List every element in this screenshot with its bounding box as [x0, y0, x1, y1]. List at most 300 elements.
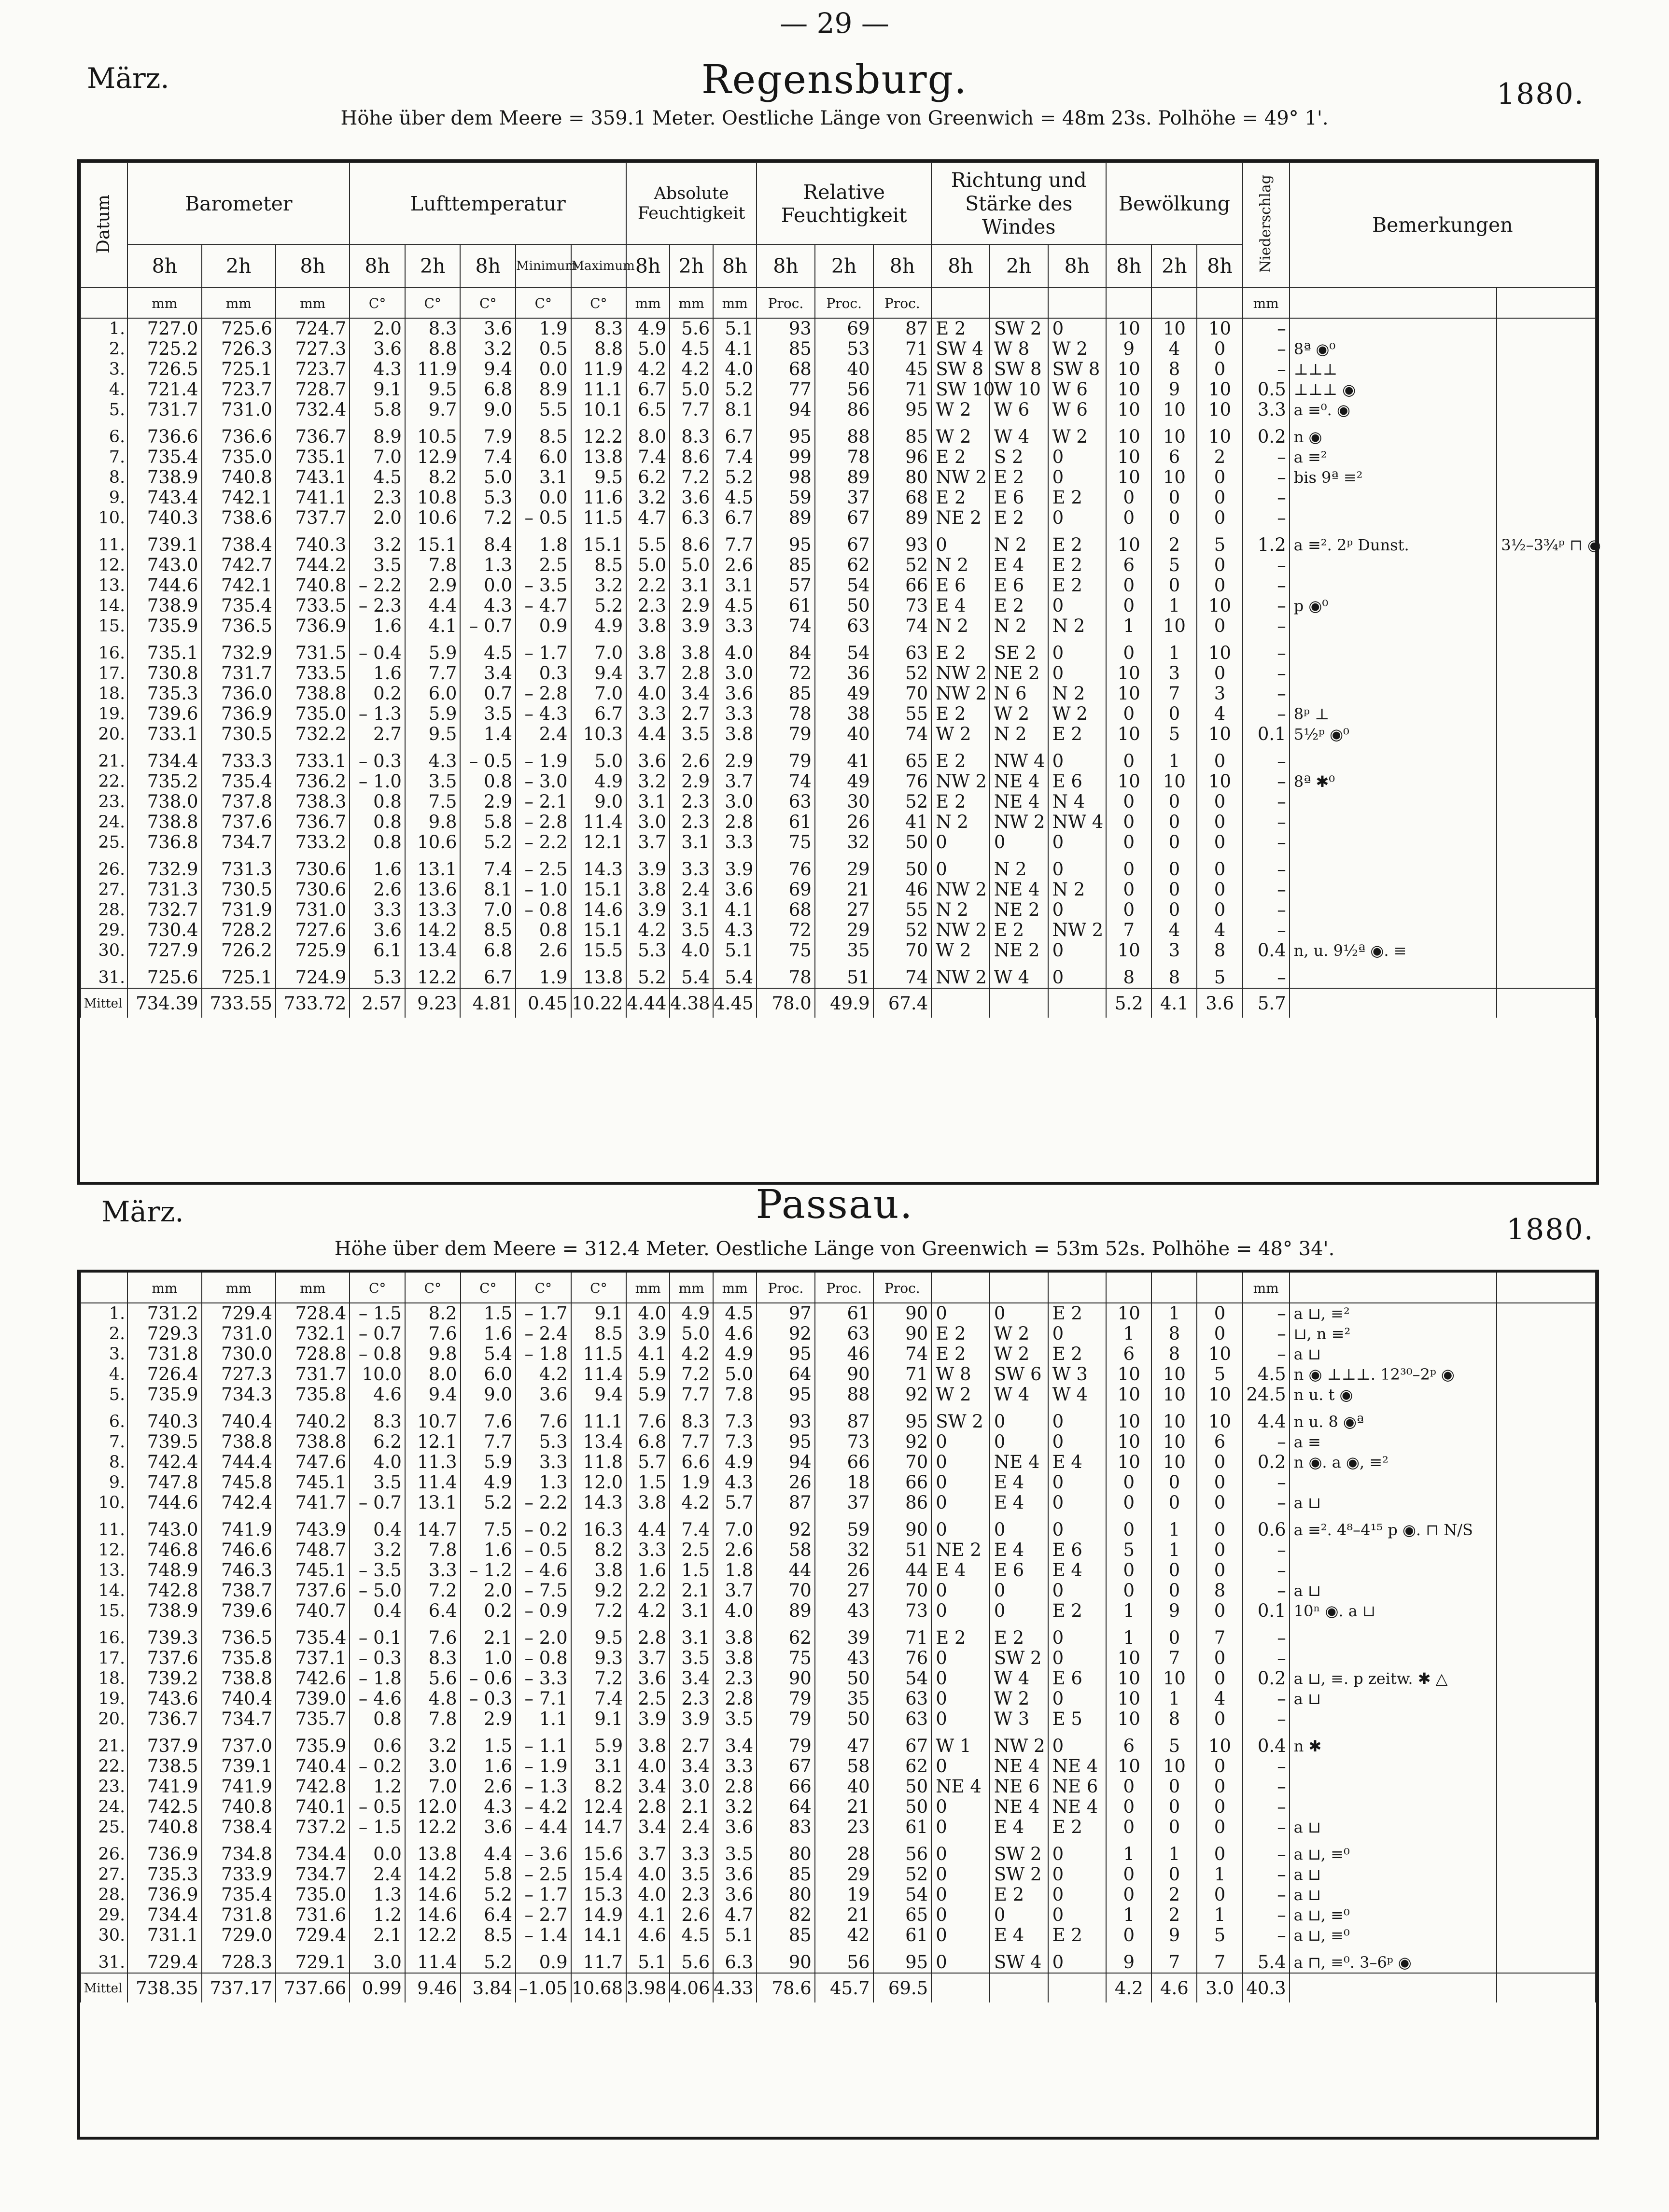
- table-cell: 9.: [81, 488, 127, 508]
- table-cell: NE 4: [990, 771, 1048, 792]
- table-cell: 3.1: [626, 792, 670, 812]
- table-cell: – 0.7: [350, 1493, 405, 1520]
- table-cell: 76: [873, 1648, 932, 1668]
- table-cell: 3.5: [670, 724, 713, 751]
- table-cell: 742.1: [202, 575, 276, 596]
- unit-label: Proc.: [815, 287, 873, 318]
- table-cell: [1497, 467, 1596, 488]
- table-cell: E 4: [990, 1493, 1048, 1520]
- table-row: [81, 832, 1596, 859]
- table-cell: 731.5: [276, 643, 350, 663]
- table-cell: –: [1243, 1777, 1290, 1797]
- table-cell: 3.8: [626, 880, 670, 900]
- table-cell: ⊥⊥⊥ ◉: [1290, 379, 1497, 400]
- table-cell: 50: [873, 859, 932, 880]
- table-cell: 10: [1106, 771, 1151, 792]
- table-cell: 7.7: [670, 1385, 713, 1412]
- table-cell: 55: [873, 704, 932, 724]
- table-cell: 5: [1197, 535, 1242, 555]
- table-cell: 5.0: [670, 555, 713, 575]
- table-cell: 4.0: [626, 1864, 670, 1885]
- table-cell: E 5: [1048, 1709, 1107, 1736]
- table-cell: 1: [1106, 616, 1151, 643]
- table-cell: 44: [757, 1560, 815, 1581]
- table-cell: SW 2: [990, 318, 1048, 339]
- table-cell: 3.4: [460, 663, 516, 684]
- table-cell: 0.0: [516, 359, 571, 379]
- table-cell: 80: [757, 1844, 815, 1864]
- table-cell: 5.2: [626, 967, 670, 988]
- table-cell: 1.4: [460, 724, 516, 751]
- table-cell: 6.0: [516, 447, 571, 467]
- table-cell: 730.4: [127, 920, 201, 940]
- table-cell: 4.: [81, 1364, 127, 1385]
- mean-cell: 4.2: [1106, 1973, 1151, 2002]
- table-cell: 0.2: [1243, 1668, 1290, 1689]
- table-cell: – 0.1: [350, 1628, 405, 1648]
- table-cell: n ◉: [1290, 427, 1497, 447]
- table-row: [81, 1364, 1596, 1385]
- table-cell: 738.9: [127, 596, 201, 616]
- table-cell: 744.2: [276, 555, 350, 575]
- table-cell: 80: [873, 467, 932, 488]
- table-cell: 740.4: [276, 1756, 350, 1777]
- table-cell: 27: [815, 1581, 873, 1601]
- table-cell: 8.3: [670, 427, 713, 447]
- table-cell: 8.1: [713, 400, 757, 427]
- table-cell: 61: [873, 1817, 932, 1844]
- table-cell: – 4.3: [516, 704, 571, 724]
- table-cell: 0: [1048, 1520, 1107, 1540]
- table-cell: 727.0: [127, 318, 201, 339]
- table-cell: 740.8: [202, 1797, 276, 1817]
- table-cell: 65: [873, 1905, 932, 1925]
- table-cell: –: [1243, 1885, 1290, 1905]
- table-cell: – 0.5: [460, 751, 516, 771]
- table-cell: N 6: [990, 684, 1048, 704]
- table-cell: [1497, 1364, 1596, 1385]
- table-cell: 7.7: [670, 400, 713, 427]
- unit-label: mm: [276, 1273, 350, 1303]
- table-cell: 9.5: [405, 379, 461, 400]
- table-cell: 2.6: [461, 1777, 516, 1797]
- table-cell: 77: [757, 379, 815, 400]
- table-cell: 11.1: [571, 379, 627, 400]
- table-cell: 10: [1197, 596, 1242, 616]
- table-cell: E 2: [1048, 555, 1107, 575]
- table-cell: 5.0: [670, 1324, 713, 1344]
- table-row: [81, 508, 1596, 535]
- table-cell: 2.3: [713, 1668, 757, 1689]
- table-cell: 739.1: [127, 535, 201, 555]
- table-cell: 7.8: [405, 1540, 461, 1560]
- table-cell: E 2: [931, 792, 990, 812]
- table-cell: 14.6: [405, 1885, 461, 1905]
- table-cell: 9.1: [571, 1303, 627, 1324]
- table-cell: 2.7: [670, 1736, 713, 1756]
- table-cell: 28: [815, 1844, 873, 1864]
- table-cell: 8.3: [405, 318, 461, 339]
- table-cell: W 2: [990, 1324, 1048, 1344]
- table-cell: 4.9: [571, 771, 627, 792]
- table-cell: 4.0: [626, 1756, 670, 1777]
- table-cell: 4.0: [626, 1885, 670, 1905]
- table-cell: 6.8: [460, 940, 516, 967]
- table-cell: 0: [1048, 1432, 1107, 1452]
- table-cell: 5.3: [516, 1432, 571, 1452]
- table-cell: [1497, 1668, 1596, 1689]
- table-cell: 0: [1197, 1777, 1242, 1797]
- table-cell: 21: [815, 880, 873, 900]
- table-cell: 0: [1048, 1689, 1107, 1709]
- table-cell: 738.8: [202, 1668, 276, 1689]
- table-cell: 9.0: [461, 1385, 516, 1412]
- table-cell: 1: [1197, 1905, 1242, 1925]
- table-cell: 0: [1106, 1864, 1151, 1885]
- table-cell: NE 6: [1048, 1777, 1107, 1797]
- table-cell: 5.1: [626, 1952, 670, 1973]
- table-cell: n ◉. a ◉, ≡²: [1290, 1452, 1497, 1472]
- table-cell: 5: [1197, 967, 1242, 988]
- table-cell: 61: [757, 596, 815, 616]
- table-cell: E 2: [990, 596, 1048, 616]
- table-cell: SW 2: [931, 1412, 990, 1432]
- table-cell: 10: [1106, 379, 1151, 400]
- table-cell: NW 2: [931, 684, 990, 704]
- table-cell: E 2: [1048, 488, 1107, 508]
- table-cell: 733.3: [202, 751, 276, 771]
- table-cell: E 4: [931, 1560, 990, 1581]
- table-cell: 0: [1151, 1777, 1197, 1797]
- table-cell: 15.1: [571, 880, 627, 900]
- table-cell: 8: [1151, 1324, 1197, 1344]
- table-cell: W 2: [990, 704, 1048, 724]
- table-cell: n u. t ◉: [1290, 1385, 1497, 1412]
- table-cell: 14.9: [571, 1905, 627, 1925]
- table-cell: 10: [1106, 535, 1151, 555]
- table-cell: 0: [1151, 1864, 1197, 1885]
- table-cell: 8ª ✱⁰: [1290, 771, 1497, 792]
- table-cell: 3.7: [713, 1581, 757, 1601]
- table-cell: 5.0: [571, 751, 627, 771]
- table-cell: 2.9: [713, 751, 757, 771]
- table-cell: 740.4: [202, 1412, 276, 1432]
- table-cell: 70: [873, 940, 932, 967]
- table-cell: 8.5: [460, 920, 516, 940]
- table-cell: 740.8: [202, 467, 276, 488]
- table-cell: 4.0: [713, 643, 757, 663]
- table-cell: 3.5: [670, 1864, 713, 1885]
- table-cell: 23.: [81, 1777, 127, 1797]
- mean-cell: 78.0: [757, 988, 815, 1018]
- table-cell: 14.1: [571, 1925, 627, 1952]
- table-cell: 0: [931, 1648, 990, 1668]
- table-cell: 7: [1151, 684, 1197, 704]
- table-cell: 3.1: [713, 575, 757, 596]
- table-cell: – 1.3: [516, 1777, 571, 1797]
- table-cell: 1.3: [350, 1885, 405, 1905]
- table-cell: 3.6: [713, 880, 757, 900]
- table-cell: N 2: [931, 616, 990, 643]
- table-cell: 8.6: [670, 535, 713, 555]
- table-cell: 730.6: [276, 859, 350, 880]
- table-cell: E 6: [1048, 771, 1107, 792]
- table-cell: 735.0: [276, 704, 350, 724]
- table-cell: [1497, 900, 1596, 920]
- unit-label: C°: [405, 287, 461, 318]
- table-row: [81, 1844, 1596, 1864]
- table-row: [81, 379, 1596, 400]
- table-cell: a ⊔, ≡⁰: [1290, 1844, 1497, 1864]
- table-cell: 744.6: [127, 575, 201, 596]
- table-cell: N 2: [931, 900, 990, 920]
- table-cell: 0: [931, 1756, 990, 1777]
- table-cell: 0: [1197, 1303, 1242, 1324]
- table-cell: 7.7: [405, 663, 461, 684]
- table-cell: 14.6: [405, 1905, 461, 1925]
- table-cell: NE 4: [931, 1777, 990, 1797]
- table-cell: 63: [873, 643, 932, 663]
- table-cell: 5.2: [571, 596, 627, 616]
- table-cell: 67: [757, 1756, 815, 1777]
- table-cell: 0: [1106, 1493, 1151, 1520]
- table-cell: E 4: [1048, 1452, 1107, 1472]
- table-cell: E 2: [990, 1628, 1048, 1648]
- table-cell: E 2: [931, 751, 990, 771]
- table-cell: 735.3: [127, 1864, 201, 1885]
- table-cell: 4.4: [1243, 1412, 1290, 1432]
- table-cell: 6.7: [713, 427, 757, 447]
- table-cell: 735.1: [276, 447, 350, 467]
- table-cell: 3.6: [516, 1385, 571, 1412]
- table-cell: 740.7: [276, 1601, 350, 1628]
- table-cell: –: [1243, 1817, 1290, 1844]
- table-cell: 0: [1048, 1864, 1107, 1885]
- table-cell: 3.6: [713, 1864, 757, 1885]
- table-cell: – 2.2: [516, 1493, 571, 1520]
- table-cell: a ⊔: [1290, 1493, 1497, 1520]
- table-cell: 0: [1197, 339, 1242, 359]
- table-cell: 64: [757, 1797, 815, 1817]
- table-row: [81, 1493, 1596, 1520]
- subheader-h2: 2h: [990, 245, 1048, 287]
- table-cell: 8.5: [516, 427, 571, 447]
- table-cell: 3.: [81, 1344, 127, 1364]
- table-cell: 10: [1197, 379, 1242, 400]
- table-cell: NW 2: [990, 1736, 1048, 1756]
- table-cell: [1290, 684, 1497, 704]
- table-cell: 3.1: [516, 467, 571, 488]
- table-cell: E 6: [931, 575, 990, 596]
- table-cell: E 4: [990, 1540, 1048, 1560]
- table-cell: 5.3: [626, 940, 670, 967]
- table-row: [81, 1385, 1596, 1412]
- table-cell: 3.3: [516, 1452, 571, 1472]
- table-cell: 0.8: [460, 771, 516, 792]
- table-cell: 5.8: [461, 1864, 516, 1885]
- table-cell: 3.8: [571, 1560, 627, 1581]
- table-cell: 79: [757, 751, 815, 771]
- table-cell: 65: [873, 751, 932, 771]
- table-cell: 1.3: [516, 1472, 571, 1493]
- table-cell: 0: [931, 1844, 990, 1864]
- table-cell: 5.9: [626, 1385, 670, 1412]
- table-cell: [1497, 1648, 1596, 1668]
- table-cell: N 2: [990, 616, 1048, 643]
- table-cell: 49: [815, 684, 873, 704]
- table-cell: 8.2: [571, 1777, 627, 1797]
- table-cell: 0: [931, 1952, 990, 1973]
- table-cell: 3.3: [670, 1844, 713, 1864]
- table-cell: 27.: [81, 880, 127, 900]
- table-cell: 0: [1048, 900, 1107, 920]
- table-cell: 86: [873, 1493, 932, 1520]
- table-cell: 737.6: [127, 1648, 201, 1668]
- table-cell: 3.7: [626, 663, 670, 684]
- table-cell: –: [1243, 467, 1290, 488]
- table-cell: 3.7: [713, 771, 757, 792]
- table-cell: 10: [1106, 1756, 1151, 1777]
- table-cell: 11.5: [571, 508, 627, 535]
- table-cell: – 1.3: [350, 704, 405, 724]
- table-cell: – 1.8: [350, 1668, 405, 1689]
- table-cell: [1497, 1303, 1596, 1324]
- table-cell: 0: [1197, 488, 1242, 508]
- table-cell: 3.8: [626, 616, 670, 643]
- table-cell: 2.9: [670, 596, 713, 616]
- table-cell: [1290, 643, 1497, 663]
- table-cell: 738.4: [202, 1817, 276, 1844]
- mean-cell: [1048, 1973, 1107, 2002]
- table-cell: 10: [1197, 724, 1242, 751]
- table-row: [81, 400, 1596, 427]
- table-cell: 4.0: [626, 1303, 670, 1324]
- table-cell: 3.2: [350, 535, 405, 555]
- table-cell: –: [1243, 596, 1290, 616]
- table-cell: 0: [931, 1817, 990, 1844]
- table-cell: 0.4: [1243, 1736, 1290, 1756]
- table-cell: 3.9: [670, 616, 713, 643]
- table-cell: 8.0: [626, 427, 670, 447]
- table-cell: 740.2: [276, 1412, 350, 1432]
- table-cell: 4.0: [713, 359, 757, 379]
- table-cell: [1290, 880, 1497, 900]
- table-cell: 737.7: [276, 508, 350, 535]
- table-cell: SE 2: [990, 643, 1048, 663]
- table-cell: 13.: [81, 1560, 127, 1581]
- table-cell: 12.: [81, 1540, 127, 1560]
- table-cell: 732.7: [127, 900, 201, 920]
- table-cell: 737.1: [276, 1648, 350, 1668]
- table-cell: 0: [1106, 575, 1151, 596]
- table-cell: 12.1: [405, 1432, 461, 1452]
- table-cell: 3.1: [670, 900, 713, 920]
- table-cell: 10: [1106, 1364, 1151, 1385]
- table-cell: [1497, 1709, 1596, 1736]
- table-cell: 1: [1151, 643, 1197, 663]
- table-cell: 0: [990, 1303, 1048, 1324]
- table-cell: a ≡: [1290, 1432, 1497, 1452]
- table-cell: 26: [815, 1560, 873, 1581]
- subheader-h2: 2h: [815, 245, 873, 287]
- table-cell: 15.3: [571, 1885, 627, 1905]
- table-cell: – 0.7: [460, 616, 516, 643]
- table-cell: 0: [1048, 508, 1107, 535]
- table-cell: 1.2: [350, 1777, 405, 1797]
- table-cell: 721.4: [127, 379, 201, 400]
- table-cell: [1290, 1648, 1497, 1668]
- table-cell: 10.7: [405, 1412, 461, 1432]
- table-row: [81, 318, 1596, 339]
- table-cell: 0: [1197, 616, 1242, 643]
- table-cell: [1290, 812, 1497, 832]
- table-cell: [1497, 1540, 1596, 1560]
- table-cell: 10: [1106, 1412, 1151, 1432]
- table-cell: 78: [757, 704, 815, 724]
- table-cell: 743.6: [127, 1689, 201, 1709]
- table-cell: 94: [757, 1452, 815, 1472]
- table-cell: 2.9: [670, 771, 713, 792]
- mean-cell: [1290, 988, 1497, 1018]
- table-cell: E 2: [931, 488, 990, 508]
- table-cell: W 2: [1048, 339, 1107, 359]
- table-cell: 0: [1197, 1709, 1242, 1736]
- table-cell: 2.: [81, 339, 127, 359]
- table-cell: 9: [1151, 1601, 1197, 1628]
- table-cell: [1497, 1581, 1596, 1601]
- table-cell: 7.4: [670, 1520, 713, 1540]
- table-cell: 96: [873, 447, 932, 467]
- table-cell: 731.3: [127, 880, 201, 900]
- table-cell: E 2: [931, 447, 990, 467]
- table-cell: 0.8: [350, 832, 405, 859]
- table-cell: 19.: [81, 704, 127, 724]
- table-row: [81, 467, 1596, 488]
- table-cell: 735.2: [127, 771, 201, 792]
- table-cell: 0: [1048, 1581, 1107, 1601]
- table-cell: 0: [931, 1581, 990, 1601]
- table-cell: 0: [931, 1885, 990, 1905]
- table-cell: 731.9: [202, 900, 276, 920]
- mean-cell: 10.22: [571, 988, 627, 1018]
- table-cell: 35: [815, 940, 873, 967]
- table-cell: 733.5: [276, 596, 350, 616]
- table-cell: –: [1243, 832, 1290, 859]
- table-cell: 4.3: [460, 596, 516, 616]
- table-cell: 9.8: [405, 1344, 461, 1364]
- table-cell: 4.4: [626, 724, 670, 751]
- table-cell: 4.3: [713, 1472, 757, 1493]
- table-cell: E 2: [1048, 575, 1107, 596]
- table-row: [81, 859, 1596, 880]
- table-cell: 9.8: [405, 812, 461, 832]
- table-cell: 7.0: [713, 1520, 757, 1540]
- table-cell: 6.7: [626, 379, 670, 400]
- table-cell: 5.8: [350, 400, 405, 427]
- table-cell: [1290, 1777, 1497, 1797]
- table-cell: 15.6: [571, 1844, 627, 1864]
- table-cell: 5: [1197, 1364, 1242, 1385]
- table-cell: 50: [815, 1668, 873, 1689]
- table-cell: 31.: [81, 1952, 127, 1973]
- table-row: [81, 1452, 1596, 1472]
- table-cell: 5.1: [713, 940, 757, 967]
- table-cell: 1.9: [516, 967, 571, 988]
- table-cell: 730.5: [202, 880, 276, 900]
- table-cell: 3.9: [626, 1324, 670, 1344]
- table-cell: E 2: [990, 1885, 1048, 1905]
- table-cell: 0: [1106, 792, 1151, 812]
